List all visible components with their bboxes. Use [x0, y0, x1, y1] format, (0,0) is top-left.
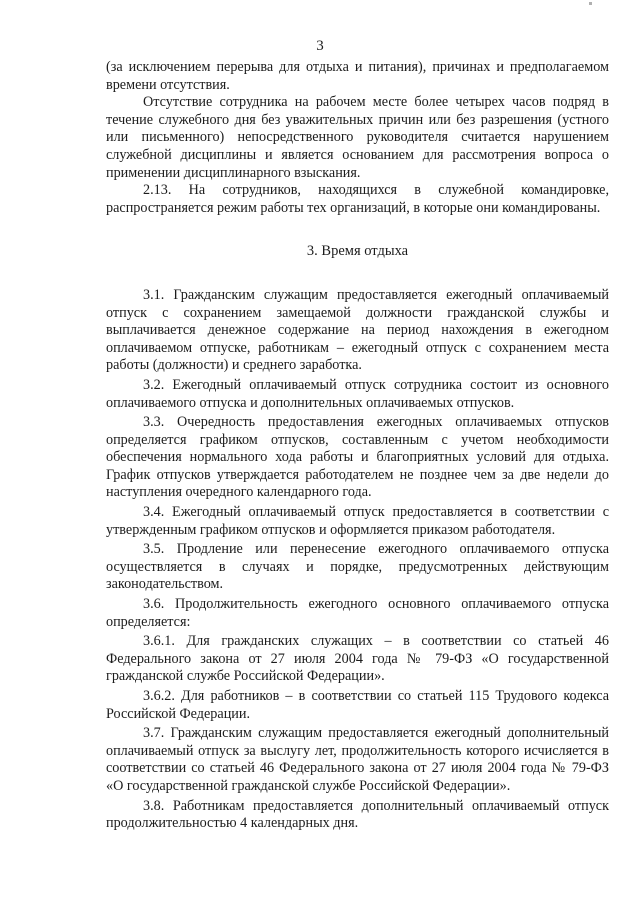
clause-3-1: 3.1. Гражданским служащим предоставляется ежегодный оплачиваемый отпуск с сохранением замещаемой должности гражданской службы и выплачивается денежное содержание на период нахождения в ежегодном оплачиваемом отпуске, работникам – ежегодный отпуск с сохранением места работы (должности) и среднего заработка. — [106, 286, 609, 374]
clause-3-7: 3.7. Гражданским служащим предоставляется ежегодный дополнительный оплачиваемый отпуск за выслугу лет, продолжительность которого исчисляется в соответствии со статьей 46 Федерального закона от 27 июля 2004 года № 79-ФЗ «О государственной гражданской службе Российской Федерации». — [106, 725, 609, 794]
clause-2-13: 2.13. На сотрудников, находящихся в служебной командировке, распространяется режим работы тех организаций, в которые они командированы. — [106, 182, 609, 216]
scan-mark — [589, 2, 592, 5]
page-number: 3 — [316, 38, 324, 54]
clause-3-2: 3.2. Ежегодный оплачиваемый отпуск сотрудника состоит из основного оплачиваемого отпуска и дополнительных оплачиваемых отпусков. — [106, 376, 609, 411]
document-body — [106, 59, 609, 833]
intro-paragraph-absence: Отсутствие сотрудника на рабочем месте более четырех часов подряд в течение служебного дня без уважительных причин или без разрешения (устного или письменного) непосредственного руководителя считается нарушением служебной дисциплины и является основанием для рассмотрения вопроса о применении дисциплинарного взыскания. — [106, 94, 609, 181]
clause-3-5: 3.5. Продление или перенесение ежегодного оплачиваемого отпуска осуществляется в случаях и порядке, предусмотренных действующим законодательством. — [106, 541, 609, 593]
clause-3-6: 3.6. Продолжительность ежегодного основного оплачиваемого отпуска определяется: — [106, 596, 609, 630]
section-heading-rest-time: 3. Время отдыха — [306, 243, 409, 260]
clause-3-6-2: 3.6.2. Для работников – в соответствии со статьей 115 Трудового кодекса Российской Федерации. — [106, 688, 609, 722]
clause-3-6-1: 3.6.1. Для гражданских служащих – в соответствии со статьей 46 Федерального закона от 27 июля 2004 года № 79-ФЗ «О государственной гражданской службе Российской Федерации». — [106, 633, 609, 685]
clause-3-8: 3.8. Работникам предоставляется дополнительный оплачиваемый отпуск продолжительностью 4 календарных дня. — [106, 797, 609, 832]
clause-3-4: 3.4. Ежегодный оплачиваемый отпуск предоставляется в соответствии с утвержденным графиком отпусков и оформляется приказом работодателя. — [106, 504, 609, 538]
clause-3-3: 3.3. Очередность предоставления ежегодных оплачиваемых отпусков определяется графиком отпусков, составленным с учетом необходимости обеспечения нормального хода работы и благоприятных условий для отдыха. График отпусков утверждается работодателем не позднее чем за две недели до наступления очередного календарного года. — [106, 414, 609, 501]
intro-paragraph-continuation: (за исключением перерыва для отдыха и питания), причинах и предполагаемом времени отсутствия. — [106, 59, 609, 93]
